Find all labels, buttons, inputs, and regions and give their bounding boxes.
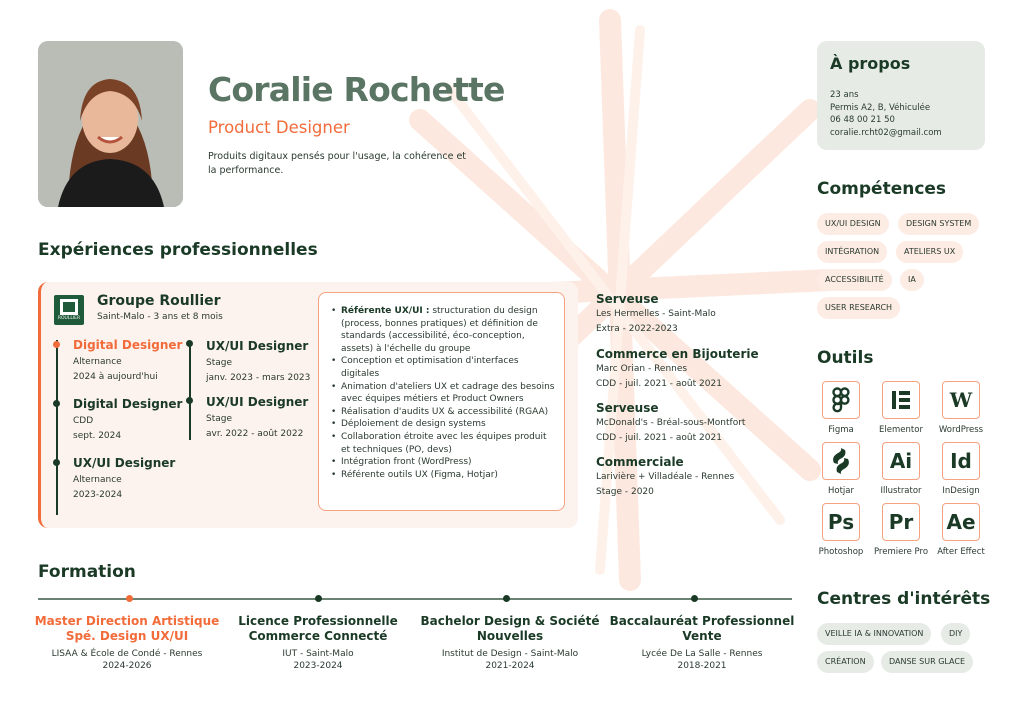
interest-chip: DIY <box>941 623 970 645</box>
skill-chip: UX/UI DESIGN <box>817 213 889 235</box>
role-dates: sept. 2024 <box>73 431 122 441</box>
about-card <box>817 41 985 150</box>
role-dates: 2024 à aujourd'hui <box>73 372 158 382</box>
role-title: Digital Designer <box>73 397 183 411</box>
about-title: À propos <box>830 54 911 73</box>
skill-chip: ATELIERS UX <box>896 241 963 263</box>
skill-chip: ACCESSIBILITÉ <box>817 269 892 291</box>
timeline-dot <box>53 400 60 407</box>
tool-label: Elementor <box>879 425 923 435</box>
illustrator-icon: Ai <box>882 442 920 480</box>
other-experience <box>596 401 745 443</box>
responsibility-item <box>331 305 557 355</box>
interest-chip: CRÉATION <box>817 651 874 673</box>
wordpress-icon: W <box>942 381 980 419</box>
other-experience-place: McDonald's - Bréal-sous-Montfort <box>596 418 746 428</box>
timeline-dot <box>186 340 193 347</box>
formation-years: 2024-2026 <box>102 661 152 671</box>
role-dates: 2023-2024 <box>73 490 123 500</box>
role-item <box>73 456 175 500</box>
role-dates: janv. 2023 - mars 2023 <box>206 373 311 383</box>
aftereffects-icon: Ae <box>942 503 980 541</box>
tool-label: InDesign <box>942 486 980 496</box>
company-name: Groupe Roullier <box>97 293 221 309</box>
skills-title: Compétences <box>817 179 947 199</box>
formation-degree: Baccalauréat Professionnel <box>609 614 795 628</box>
formation-school: Institut de Design - Saint-Malo <box>441 649 579 659</box>
formation-school: Lycée De La Salle - Rennes <box>641 649 763 659</box>
formation-school: IUT - Saint-Malo <box>282 649 354 659</box>
tool-item <box>869 442 933 496</box>
other-experience-info: CDD - juil. 2021 - août 2021 <box>596 379 722 389</box>
responsibility-item: • Animation d'ateliers UX et cadrage des besoins avec équipes métiers et Product Owners <box>331 381 557 406</box>
tool-label: After Effect <box>937 547 985 557</box>
formation-item <box>223 614 413 672</box>
responsibility-item: • Réalisation d'audits UX & accessibilité (RGAA) <box>331 406 557 419</box>
responsibility-lead-text: structuration du design (process, bonnes pratiques) et définition de standards (accessibilité, éco-conception, assets) à l'échelle du groupe <box>341 306 538 354</box>
tool-label: Hotjar <box>828 486 854 496</box>
formation-dot <box>315 595 322 602</box>
other-experience-info: CDD - juil. 2021 - août 2021 <box>596 433 722 443</box>
formation-item <box>607 614 797 672</box>
other-experience-title: Commerce en Bijouterie <box>596 347 759 361</box>
indesign-icon: Id <box>942 442 980 480</box>
interest-chip: VEILLE IA & INNOVATION <box>817 623 931 645</box>
company-logo-text: ROULLIER <box>57 316 81 321</box>
other-experience-place: Marc Orian - Rennes <box>596 364 688 374</box>
formation-school: LISAA & École de Condé - Rennes <box>51 649 203 659</box>
company-logo <box>54 295 84 325</box>
timeline-dot-current <box>53 341 60 348</box>
roles-timeline-right <box>189 342 191 440</box>
about-age: 23 ans <box>830 90 859 100</box>
responsibility-item: • Référente outils UX (Figma, Hotjar) <box>331 469 557 482</box>
role-item <box>206 395 308 439</box>
responsibility-lead: Référente UX/UI : <box>341 306 430 316</box>
other-experience-info: Extra - 2022-2023 <box>596 324 678 334</box>
candidate-name: Coralie Rochette <box>208 70 505 109</box>
about-phone[interactable]: 06 48 00 21 50 <box>830 115 895 125</box>
interest-chip: DANSE SUR GLACE <box>881 651 973 673</box>
role-title: UX/UI Designer <box>206 395 309 409</box>
responsibilities-list <box>331 305 557 481</box>
tagline: Produits digitaux pensés pour l'usage, la cohérence et la performance. <box>208 151 467 176</box>
tool-item <box>809 442 873 496</box>
responsibility-item: • Intégration front (WordPress) <box>331 456 557 469</box>
tool-label: Premiere Pro <box>873 547 929 557</box>
formation-years: 2021-2024 <box>485 661 535 671</box>
photoshop-icon: Ps <box>822 503 860 541</box>
formation-dot <box>691 595 698 602</box>
elementor-icon <box>882 381 920 419</box>
responsibility-item: • Conception et optimisation d'interfaces digitales <box>331 355 557 380</box>
skill-chip: USER RESEARCH <box>817 297 900 319</box>
responsibility-item: • Collaboration étroite avec les équipes produit et techniques (PO, devs) <box>331 431 557 456</box>
role-item <box>73 338 182 382</box>
profile-photo <box>38 41 183 207</box>
role-item <box>206 339 310 383</box>
tool-item <box>929 442 993 496</box>
formation-degree-spec: Spé. Design UX/UI <box>65 629 189 643</box>
role-title: Digital Designer <box>73 338 183 352</box>
tool-item <box>869 503 933 557</box>
other-experience-info: Stage - 2020 <box>596 487 654 497</box>
other-experience-place: Les Hermelles - Saint-Malo <box>596 309 716 319</box>
formation-degree: Licence Professionnelle <box>238 614 398 628</box>
timeline-dot <box>53 459 60 466</box>
role-type: Stage <box>206 414 233 424</box>
tool-label: Figma <box>828 425 854 435</box>
job-role: Product Designer <box>208 118 350 137</box>
tool-item <box>809 503 873 557</box>
formation-degree: Bachelor Design & Société <box>420 614 600 628</box>
role-type: Alternance <box>73 475 122 485</box>
formation-timeline <box>38 598 792 600</box>
tool-label: Illustrator <box>880 486 922 496</box>
other-experience-title: Serveuse <box>596 292 659 306</box>
other-experience-title: Serveuse <box>596 401 659 415</box>
formation-degree-spec: Nouvelles <box>476 629 544 643</box>
tool-item <box>869 381 933 435</box>
role-dates: avr. 2022 - août 2022 <box>206 429 304 439</box>
premiere-icon: Pr <box>882 503 920 541</box>
tool-item <box>929 381 993 435</box>
other-experience <box>596 455 734 497</box>
role-type: Stage <box>206 358 233 368</box>
formation-years: 2018-2021 <box>677 661 727 671</box>
tools-title: Outils <box>817 348 874 368</box>
responsibility-item: • Déploiement de design systems <box>331 418 557 431</box>
skill-chip: DESIGN SYSTEM <box>898 213 979 235</box>
role-type: Alternance <box>73 357 122 367</box>
roles-timeline-left <box>56 340 58 515</box>
formation-item <box>415 614 605 672</box>
about-license: Permis A2, B, Véhiculée <box>830 102 931 113</box>
about-email[interactable]: coralie.rcht02@gmail.com <box>830 127 942 138</box>
skill-chip: IA <box>900 269 924 291</box>
formation-degree-spec: Commerce Connecté <box>248 629 388 643</box>
other-experience <box>596 347 759 389</box>
formation-dot-current <box>126 595 133 602</box>
tool-label: WordPress <box>938 425 984 435</box>
experiences-title: Expériences professionnelles <box>38 240 318 260</box>
formation-dot <box>503 595 510 602</box>
hotjar-icon <box>822 442 860 480</box>
formation-degree: Master Direction Artistique <box>34 614 220 628</box>
company-meta: Saint-Malo - 3 ans et 8 mois <box>97 312 223 322</box>
formation-title: Formation <box>38 562 136 582</box>
tool-label: Photoshop <box>818 547 864 557</box>
formation-years: 2023-2024 <box>293 661 343 671</box>
skill-chip: INTÉGRATION <box>817 241 887 263</box>
other-experience-place: Larivière + Villadéale - Rennes <box>596 472 735 482</box>
tool-item <box>929 503 993 557</box>
figma-icon <box>822 381 860 419</box>
other-experience <box>596 292 716 334</box>
role-title: UX/UI Designer <box>73 456 176 470</box>
timeline-dot <box>186 397 193 404</box>
other-experience-title: Commerciale <box>596 455 684 469</box>
tool-item <box>809 381 873 435</box>
responsibilities-box <box>318 292 565 511</box>
formation-degree-spec: Vente <box>682 629 722 643</box>
role-title: UX/UI Designer <box>206 339 309 353</box>
role-item <box>73 397 182 441</box>
formation-item <box>32 614 222 672</box>
role-type: CDD <box>73 416 94 426</box>
interests-title: Centres d'intérêts <box>817 589 991 609</box>
